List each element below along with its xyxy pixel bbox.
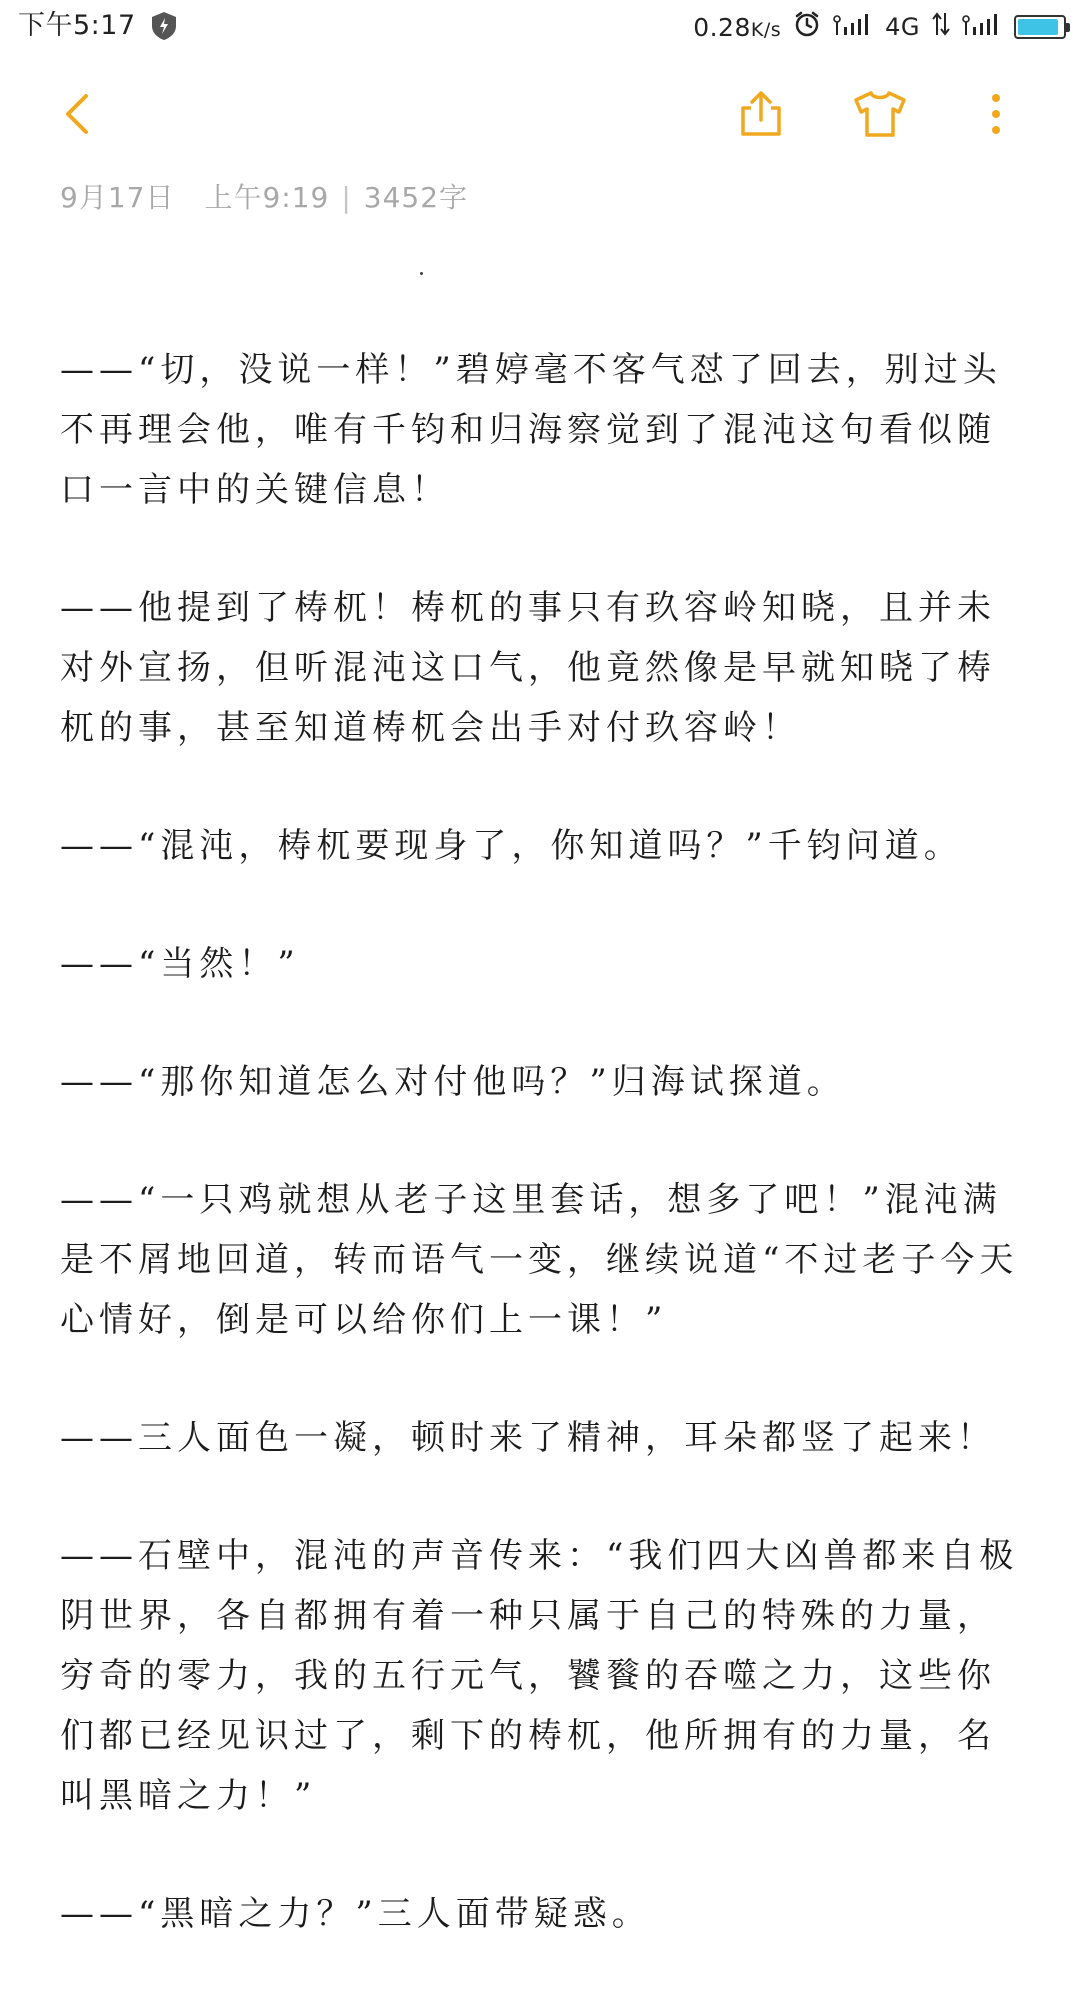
back-button[interactable] [42, 78, 114, 150]
status-time: 下午5:17 [18, 10, 136, 41]
more-options-button[interactable] [960, 78, 1032, 150]
network-type: 4G [885, 13, 920, 41]
note-paragraph: ——石壁中，混沌的声音传来：“我们四大凶兽都来自极阴世界，各自都拥有着一种只属于自己的特殊的力量，穷奇的零力，我的五行元气，饕餮的吞噬之力，这些你们都已经见识过了，剩下的梼杌，他所拥有的力量，名叫黑暗之力！” [60, 1536, 1019, 1816]
signal-sim1-icon [833, 11, 873, 43]
status-left [18, 8, 178, 44]
alarm-clock-icon [793, 10, 821, 44]
battery-level-fill [1018, 19, 1058, 35]
note-paragraph: ——“切，没说一样！”碧婷毫不客气怼了回去，别过头不再理会他，唯有千钧和归海察觉到了混沌这句看似随口一言中的关键信息！ [60, 350, 1002, 510]
net-speed-unit: K/s [750, 18, 782, 41]
note-paragraph: ——三人面色一凝，顿时来了精神，耳朵都竖了起来！ [60, 1418, 996, 1458]
more-vertical-icon [986, 90, 1006, 138]
share-icon [735, 88, 787, 140]
note-paragraph: ——他提到了梼杌！梼杌的事只有玖容岭知晓，且并未对外宣扬，但听混沌这口气，他竟然像是早就知晓了梼杌的事，甚至知道梼杌会出手对付玖容岭！ [60, 588, 996, 748]
note-paragraph: ——“当然！” [60, 944, 300, 984]
decorative-dot [420, 272, 423, 275]
note-paragraph: ——“一只鸡就想从老子这里套话，想多了吧！”混沌满是不屑地回道，转而语气一变，继续说道“不过老子今天心情好，倒是可以给你们上一课！” [60, 1180, 1019, 1340]
note-toolbar [0, 78, 1080, 158]
status-bar [0, 0, 1080, 52]
status-right [693, 10, 1066, 44]
tshirt-icon [850, 88, 910, 140]
signal-sim2-icon [962, 11, 1002, 43]
share-button[interactable] [725, 78, 797, 150]
data-transfer-icon [932, 11, 950, 43]
note-date: 9月17日 [60, 181, 175, 214]
theme-button[interactable] [844, 78, 916, 150]
battery-icon [1014, 15, 1066, 39]
note-body[interactable] [60, 340, 1020, 2002]
note-paragraph: ——“黑暗之力？”三人面带疑惑。 [60, 1894, 651, 1934]
note-paragraph: ——“混沌，梼杌要现身了，你知道吗？”千钧问道。 [60, 826, 963, 866]
note-time: 上午9:19 [204, 181, 330, 214]
note-meta [60, 176, 468, 216]
security-shield-icon [150, 11, 178, 41]
word-count: 3452字 [363, 181, 469, 214]
chevron-left-icon [58, 90, 98, 138]
net-speed [693, 13, 781, 42]
meta-separator: | [341, 181, 352, 214]
net-speed-value: 0.28 [693, 12, 751, 42]
note-paragraph: ——“那你知道怎么对付他吗？”归海试探道。 [60, 1062, 846, 1102]
